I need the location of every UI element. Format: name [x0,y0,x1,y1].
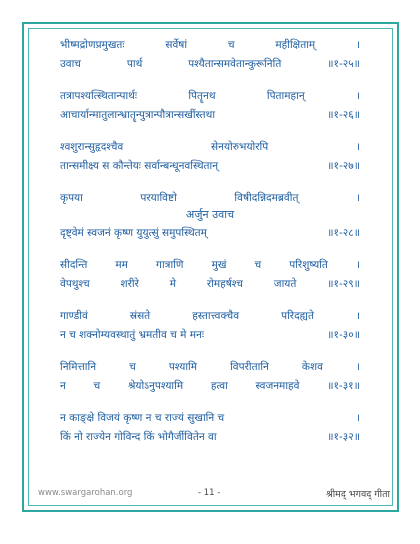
verse-word: तत्रापश्यत्स्थितान्पार्थः [60,90,137,102]
verse-line [60,256,360,275]
verse-word: किं नो राज्येन गोविन्द किं भोगैर्जीवितेन वा [60,431,217,443]
verse-word: । [355,361,360,373]
verse-word: । [356,39,360,51]
verse-block [60,87,360,125]
verse-word: निमित्तानि [60,361,97,373]
verse-word: च [93,380,101,392]
verse-block [60,189,360,243]
verse-word: हस्तात्त्वक्चैव [192,310,240,322]
verse-word: । [356,310,360,322]
verse-word: हत्वा [210,380,228,392]
verse-word: सीदन्ति [60,259,88,271]
verse-word: गात्राणि [156,259,184,271]
verse-word: मम [115,259,128,271]
verse-line [60,307,360,326]
verse-block [60,36,360,74]
verse-word: ॥१-२५॥ [327,58,360,70]
verse-word: विषीदन्निदमब्रवीत् [234,192,299,204]
verse-block [60,409,360,447]
verse-word: उवाच [60,58,81,70]
verse-word: । [356,192,360,204]
verse-word: परिदह्यते [281,310,314,322]
verse-word: पश्यैतान्समवेतान्कुरूनिति [188,58,282,70]
verse-word: पितामहान् [266,90,305,102]
verse-word: स्रंसते [129,310,151,322]
verse-word: सर्वेषां [165,39,188,51]
verse-word: महीक्षिताम् [275,39,316,51]
verse-line [60,55,360,74]
verse-block [60,256,360,294]
verse-word: गाण्डीवं [60,310,88,322]
verse-line [60,358,360,377]
verse-word: च [227,39,235,51]
book-title: श्रीमद् भगवद् गीता [326,489,390,500]
verse-line [60,106,360,125]
verse-word: दृष्ट्वेमं स्वजनं कृष्ण युयुत्सुं समुपस्थितम् [60,227,207,239]
verse-word: शरीरे [120,278,139,290]
verse-word: । [356,412,360,424]
verse-word: परिशुष्यति [289,259,328,271]
verse-word: च [129,361,136,373]
verse-line [60,224,360,243]
verse-word: पार्थ [126,58,143,70]
verse-line [60,87,360,106]
verse-block [60,138,360,176]
website-link[interactable]: www.swargarohan.org [38,488,133,498]
verse-word: ॥१-२९॥ [327,278,360,290]
verse-word: वेपथुश्च [60,278,90,290]
verse-word: मे [169,278,177,290]
verse-word: । [356,141,360,153]
verse-word: । [355,259,360,271]
verse-word: कृपया [60,192,83,204]
verse-word: मुखं [211,259,227,271]
verse-word: जायते [273,278,297,290]
verse-block [60,307,360,345]
verse-word: तान्समीक्ष्य स कौन्तेयः सर्वान्बन्धूनवस्थितान् [60,160,219,172]
verse-word: ॥१-२८॥ [327,227,360,239]
verse-word: श्रेयोऽनुपश्यामि [127,380,184,392]
verse-word: । [356,90,360,102]
verse-line [60,326,360,345]
verse-word: परयाविष्टो [140,192,177,204]
verse-word: सेनयोरुभयोरपि [211,141,269,153]
verse-word: श्वशुरान्सुहृदश्चैव [60,141,124,153]
verse-word: ॥१-३२॥ [327,431,360,443]
page-footer [38,486,390,502]
verse-line [60,157,360,176]
verse-word: केशव [301,361,323,373]
speaker-heading: अर्जुन उवाच [185,208,235,221]
verse-line [60,36,360,55]
verse-word: भीष्मद्रोणप्रमुखतः [60,39,125,51]
verse-word: स्वजनमाहवे [255,380,300,392]
verse-word: आचार्यान्मातुलान्भ्रातॄन्पुत्रान्पौत्रान्सखींस्तथा [60,109,216,121]
verse-content [60,36,360,460]
verse-line [60,138,360,157]
verse-word: न च शक्नोम्यवस्थातुं भ्रमतीव च मे मनः [60,329,204,341]
verse-word: ॥१-२७॥ [327,160,360,172]
verse-block [60,358,360,396]
verse-word: रोमहर्षश्च [206,278,243,290]
verse-word: च [254,259,262,271]
verse-word: ॥१-३०॥ [327,329,360,341]
verse-word: ॥१-३१॥ [327,380,360,392]
verse-line [60,377,360,396]
verse-word: पितॄनथ [188,90,216,102]
verse-word: पश्यामि [168,361,198,373]
verse-line [60,428,360,447]
verse-word: विपरीतानि [230,361,269,373]
verse-word: न काङ्क्षे विजयं कृष्ण न च राज्यं सुखानि च [60,412,225,424]
verse-word: ॥१-२६॥ [327,109,360,121]
verse-line [60,409,360,428]
verse-word: न [60,380,66,392]
page-number: - 11 - [198,488,221,498]
verse-line [60,275,360,294]
